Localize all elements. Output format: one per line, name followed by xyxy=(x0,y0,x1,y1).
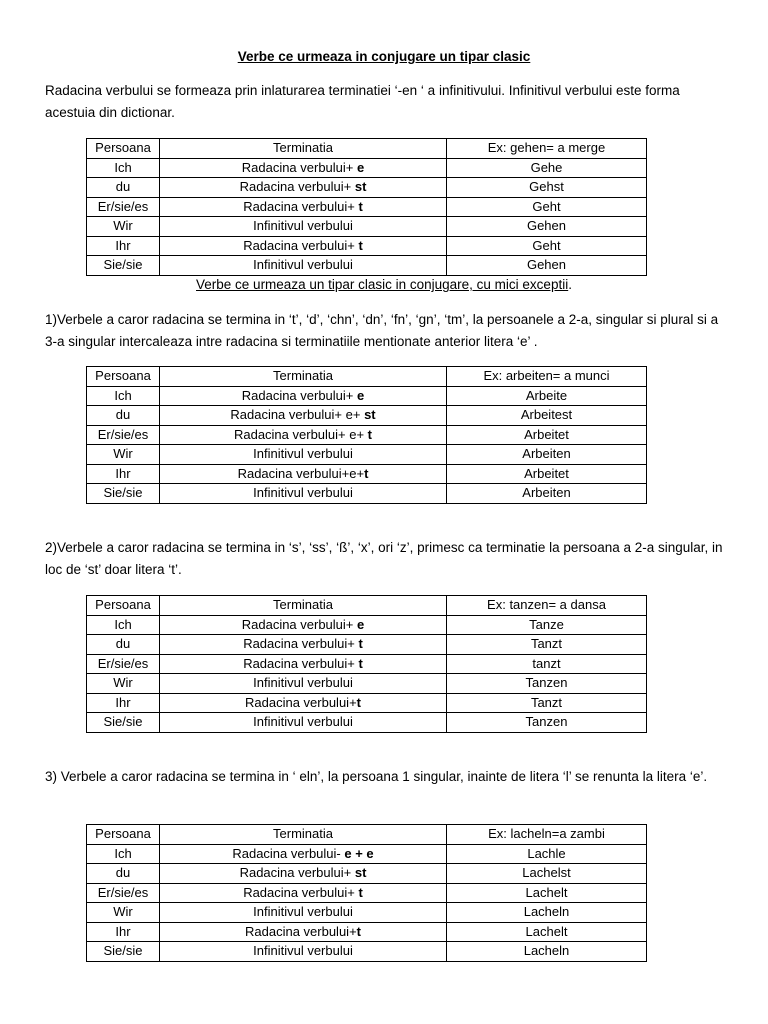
persoana-cell: Sie/sie xyxy=(87,713,160,733)
table-row xyxy=(87,445,647,465)
example-cell: Arbeiten xyxy=(447,484,647,504)
terminatia-ending: e xyxy=(357,387,365,403)
terminatia-base: Radacina verbului+ xyxy=(243,237,359,253)
example-cell: Gehen xyxy=(447,256,647,276)
example-cell: Tanze xyxy=(447,615,647,635)
rule-2-paragraph: 2)Verbele a caror radacina se termina in ‘s’, ‘ss’, ‘ß’, ‘x’, ori ‘z’, primesc ca terminatie la persoana a 2-a singular, in loc de ‘st’ doar litera ‘t’. xyxy=(45,540,723,577)
example-cell: Arbeiten xyxy=(447,445,647,465)
example-cell: Lachelst xyxy=(447,864,647,884)
persoana-cell: Ich xyxy=(87,615,160,635)
persoana-cell: Sie/sie xyxy=(87,484,160,504)
terminatia-base: Radacina verbului+ xyxy=(245,923,357,939)
table-header-row xyxy=(87,825,647,845)
persoana-cell: Ich xyxy=(87,158,160,178)
header-example: Ex: tanzen= a dansa xyxy=(447,596,647,616)
table-row xyxy=(87,654,647,674)
table-row xyxy=(87,713,647,733)
example-cell: tanzt xyxy=(447,654,647,674)
terminatia-ending: e xyxy=(357,159,365,175)
example-cell: Arbeitet xyxy=(447,425,647,445)
terminatia-base: Radacina verbului- xyxy=(232,845,345,861)
terminatia-cell xyxy=(160,236,447,256)
table-header-row xyxy=(87,139,647,159)
terminatia-base: Radacina verbului+ xyxy=(243,636,359,652)
terminatia-base: Radacina verbului+e+ xyxy=(237,465,365,481)
header-example: Ex: lacheln=a zambi xyxy=(447,825,647,845)
terminatia-base: Radacina verbului+ xyxy=(241,387,358,403)
terminatia-ending: t xyxy=(358,884,363,900)
terminatia-base: Infinitivul verbului xyxy=(253,485,353,501)
rule-1-paragraph: 1)Verbele a caror radacina se termina in ‘t’, ‘d’, ‘chn’, ‘dn’, ‘fn’, ‘gn’, ‘tm’, la persoanele a 2-a, singular si plural si a 3-a singular intercaleaza intre radacina si terminatiile mentionate anterior litera ‘e’ . xyxy=(45,312,719,349)
example-cell: Lachelt xyxy=(447,883,647,903)
header-persoana: Persoana xyxy=(87,596,160,616)
persoana-cell: Sie/sie xyxy=(87,942,160,962)
table-row xyxy=(87,406,647,426)
example-cell: Lachle xyxy=(447,844,647,864)
terminatia-base: Infinitivul verbului xyxy=(253,218,353,234)
terminatia-ending: t xyxy=(358,636,363,652)
terminatia-base: Radacina verbului+ xyxy=(239,179,355,195)
persoana-cell: Wir xyxy=(87,217,160,237)
persoana-cell: Er/sie/es xyxy=(87,883,160,903)
table-row xyxy=(87,197,647,217)
table-row xyxy=(87,903,647,923)
table-row xyxy=(87,674,647,694)
terminatia-cell xyxy=(160,445,447,465)
table-row xyxy=(87,425,647,445)
terminatia-cell xyxy=(160,484,447,504)
terminatia-cell xyxy=(160,178,447,198)
terminatia-base: Radacina verbului+ xyxy=(241,616,358,632)
example-cell: Arbeitet xyxy=(447,464,647,484)
terminatia-ending: t xyxy=(367,426,373,442)
example-cell: Tanzt xyxy=(447,693,647,713)
terminatia-ending: st xyxy=(364,407,376,423)
terminatia-base: Infinitivul verbului xyxy=(253,257,353,273)
terminatia-base: Radacina verbului+ xyxy=(239,865,355,881)
terminatia-base: Radacina verbului+ xyxy=(243,655,359,671)
table-header-row xyxy=(87,596,647,616)
terminatia-cell xyxy=(160,713,447,733)
example-cell: Tanzen xyxy=(447,713,647,733)
terminatia-cell xyxy=(160,197,447,217)
example-cell: Lachelt xyxy=(447,922,647,942)
terminatia-ending: t xyxy=(358,198,363,214)
terminatia-base: Radacina verbului+ xyxy=(243,198,359,214)
example-cell: Lacheln xyxy=(447,942,647,962)
persoana-cell: Wir xyxy=(87,674,160,694)
terminatia-ending: st xyxy=(354,179,367,195)
terminatia-cell xyxy=(160,654,447,674)
terminatia-cell xyxy=(160,464,447,484)
example-cell: Gehen xyxy=(447,217,647,237)
table-row xyxy=(87,484,647,504)
table-row xyxy=(87,178,647,198)
terminatia-base: Infinitivul verbului xyxy=(253,943,353,959)
table-header-row xyxy=(87,367,647,387)
persoana-cell: Ihr xyxy=(87,464,160,484)
intro-paragraph: Radacina verbului se formeaza prin inlaturarea terminatiei ‘-en ‘ a infinitivului. Infinitivul verbului este forma acestuia din dictionar. xyxy=(45,83,680,120)
persoana-cell: Ihr xyxy=(87,693,160,713)
persoana-cell: du xyxy=(87,406,160,426)
terminatia-cell xyxy=(160,158,447,178)
header-persoana: Persoana xyxy=(87,139,160,159)
table-row xyxy=(87,864,647,884)
terminatia-cell xyxy=(160,883,447,903)
terminatia-ending: e xyxy=(357,616,365,632)
example-cell: Tanzen xyxy=(447,674,647,694)
persoana-cell: du xyxy=(87,635,160,655)
terminatia-cell xyxy=(160,922,447,942)
terminatia-cell xyxy=(160,674,447,694)
rule-3-paragraph: 3) Verbele a caror radacina se termina in ‘ eln’, la persoana 1 singular, inainte de litera ‘l’ se renunta la litera ‘e’. xyxy=(45,769,708,784)
table-row xyxy=(87,217,647,237)
header-persoana: Persoana xyxy=(87,825,160,845)
header-persoana: Persoana xyxy=(87,367,160,387)
persoana-cell: du xyxy=(87,178,160,198)
header-terminatia: Terminatia xyxy=(160,139,447,159)
terminatia-base: Infinitivul verbului xyxy=(253,714,353,730)
terminatia-cell xyxy=(160,903,447,923)
persoana-cell: Sie/sie xyxy=(87,256,160,276)
table-row xyxy=(87,158,647,178)
terminatia-ending: t xyxy=(358,655,363,671)
table-row xyxy=(87,693,647,713)
example-cell: Gehe xyxy=(447,158,647,178)
persoana-cell: Er/sie/es xyxy=(87,425,160,445)
terminatia-cell xyxy=(160,217,447,237)
terminatia-base: Radacina verbului+ xyxy=(245,694,357,710)
terminatia-cell xyxy=(160,635,447,655)
persoana-cell: Er/sie/es xyxy=(87,654,160,674)
table-row xyxy=(87,386,647,406)
example-cell: Geht xyxy=(447,197,647,217)
table-row xyxy=(87,464,647,484)
table-row xyxy=(87,615,647,635)
example-cell: Geht xyxy=(447,236,647,256)
persoana-cell: Er/sie/es xyxy=(87,197,160,217)
conjugation-table-1 xyxy=(86,138,647,276)
terminatia-base: Radacina verbului+ xyxy=(243,884,359,900)
table-row xyxy=(87,635,647,655)
terminatia-ending: e + e xyxy=(344,845,374,861)
terminatia-cell xyxy=(160,693,447,713)
terminatia-cell xyxy=(160,942,447,962)
terminatia-cell xyxy=(160,425,447,445)
terminatia-ending: t xyxy=(356,694,361,710)
conjugation-table-3 xyxy=(86,595,647,733)
terminatia-cell xyxy=(160,406,447,426)
header-terminatia: Terminatia xyxy=(160,596,447,616)
terminatia-base: Radacina verbului+ e+ xyxy=(230,407,365,423)
terminatia-cell xyxy=(160,844,447,864)
persoana-cell: Ihr xyxy=(87,236,160,256)
example-cell: Tanzt xyxy=(447,635,647,655)
subtitle-text: Verbe ce urmeaza un tipar clasic in conjugare, cu mici exceptii xyxy=(196,277,569,292)
persoana-cell: Wir xyxy=(87,445,160,465)
terminatia-ending: t xyxy=(356,923,361,939)
document-title: Verbe ce urmeaza in conjugare un tipar clasic xyxy=(237,49,531,64)
terminatia-cell xyxy=(160,256,447,276)
section-subtitle xyxy=(0,276,768,294)
table-row xyxy=(87,922,647,942)
conjugation-table-2 xyxy=(86,366,647,504)
table-row xyxy=(87,844,647,864)
persoana-cell: du xyxy=(87,864,160,884)
terminatia-base: Infinitivul verbului xyxy=(253,675,353,691)
header-example: Ex: gehen= a merge xyxy=(447,139,647,159)
terminatia-cell xyxy=(160,615,447,635)
persoana-cell: Ich xyxy=(87,844,160,864)
terminatia-base: Infinitivul verbului xyxy=(253,446,353,462)
terminatia-base: Radacina verbului+ e+ xyxy=(233,426,368,442)
terminatia-cell xyxy=(160,864,447,884)
terminatia-ending: st xyxy=(354,865,367,881)
terminatia-base: Infinitivul verbului xyxy=(253,904,353,920)
persoana-cell: Ich xyxy=(87,386,160,406)
header-terminatia: Terminatia xyxy=(160,825,447,845)
example-cell: Gehst xyxy=(447,178,647,198)
subtitle-period: . xyxy=(568,277,572,292)
header-example: Ex: arbeiten= a munci xyxy=(447,367,647,387)
example-cell: Lacheln xyxy=(447,903,647,923)
example-cell: Arbeite xyxy=(447,386,647,406)
persoana-cell: Ihr xyxy=(87,922,160,942)
table-row xyxy=(87,942,647,962)
table-row xyxy=(87,256,647,276)
terminatia-ending: t xyxy=(364,465,369,481)
example-cell: Arbeitest xyxy=(447,406,647,426)
terminatia-base: Radacina verbului+ xyxy=(241,159,358,175)
header-terminatia: Terminatia xyxy=(160,367,447,387)
terminatia-cell xyxy=(160,386,447,406)
table-row xyxy=(87,236,647,256)
terminatia-ending: t xyxy=(358,237,363,253)
conjugation-table-4 xyxy=(86,824,647,962)
persoana-cell: Wir xyxy=(87,903,160,923)
table-row xyxy=(87,883,647,903)
